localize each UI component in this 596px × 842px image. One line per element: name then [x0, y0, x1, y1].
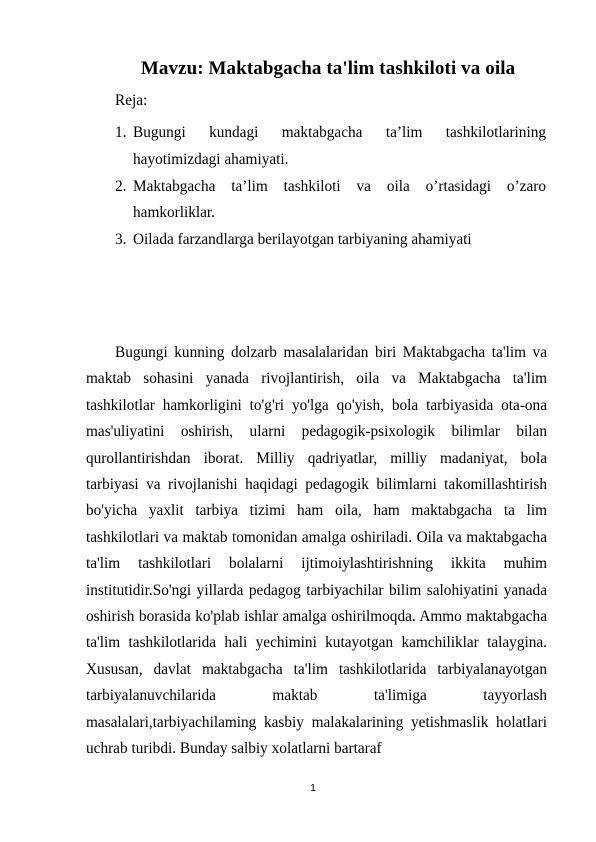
document-title: Mavzu: Maktabgacha ta'lim tashkiloti va oila	[140, 58, 516, 79]
plan-heading: Reja:	[115, 92, 148, 109]
plan-item	[115, 174, 546, 228]
plan-item-text: Bugungi kundagi maktabgacha ta’lim tashkilotlarining hayotimizdagi ahamiyati.	[133, 124, 546, 168]
plan-list	[115, 120, 546, 254]
page-number: 1	[310, 782, 316, 794]
plan-item-text: Oilada farzandlarga berilayotgan tarbiyaning ahamiyati	[133, 231, 472, 249]
plan-item-number: 1.	[115, 124, 127, 141]
plan-item-text: Maktabgacha ta’lim tashkiloti va oila o’rtasidagi o’zaro hamkorliklar.	[133, 177, 546, 222]
plan-item-number: 2.	[115, 177, 127, 195]
body-paragraph: Bugungi kunning dolzarb masalalaridan biri Maktabgacha ta'lim va maktab sohasini yanada rivojlantirish, oila va Maktabgacha ta'lim tashkilotlar hamkorligini to'g'ri yo'lga qo'yish, bola tarbiyasida ota-ona mas'uliyatini oshirish, ularni pedagogik-psixologik bilimlar bilan qurollantirishdan iborat. Milliy qadriyatlar, milliy madaniyat, bola tarbiyasi va rivojlanishi haqidagi pedagogik bilimlarni takomillashtirish bo'yicha yaxlit tarbiya tizimi ham oila, ham maktabgacha ta lim tashkilotlari va maktab tomonidan amalga oshiriladi. Oila va maktabgacha ta'lim tashkilotlari bolalarni ijtimoiylashtirishning ikkita muhim institutidir.So'ngi yillarda pedagog tarbiyachilar bilim salohiyatini yanada oshirish borasida ko'plab ishlar amalga oshirilmoqda. Ammo maktabgacha ta'lim tashkilotlarida hali yechimini kutayotgan kamchiliklar talaygina. Xususan, davlat maktabgacha ta'lim tashkilotlarida tarbiyalanayotgan tarbiyalanuvchilarida maktab ta'limiga tayyorlash masalalari,tarbiyachilaming kasbiy malakalarining yetishmaslik holatlari uchrab turibdi. Bunday salbiy xolatlarni bartaraf	[86, 344, 547, 758]
plan-item	[115, 120, 546, 174]
plan-item-number: 3.	[115, 231, 127, 249]
plan-item	[115, 227, 546, 254]
